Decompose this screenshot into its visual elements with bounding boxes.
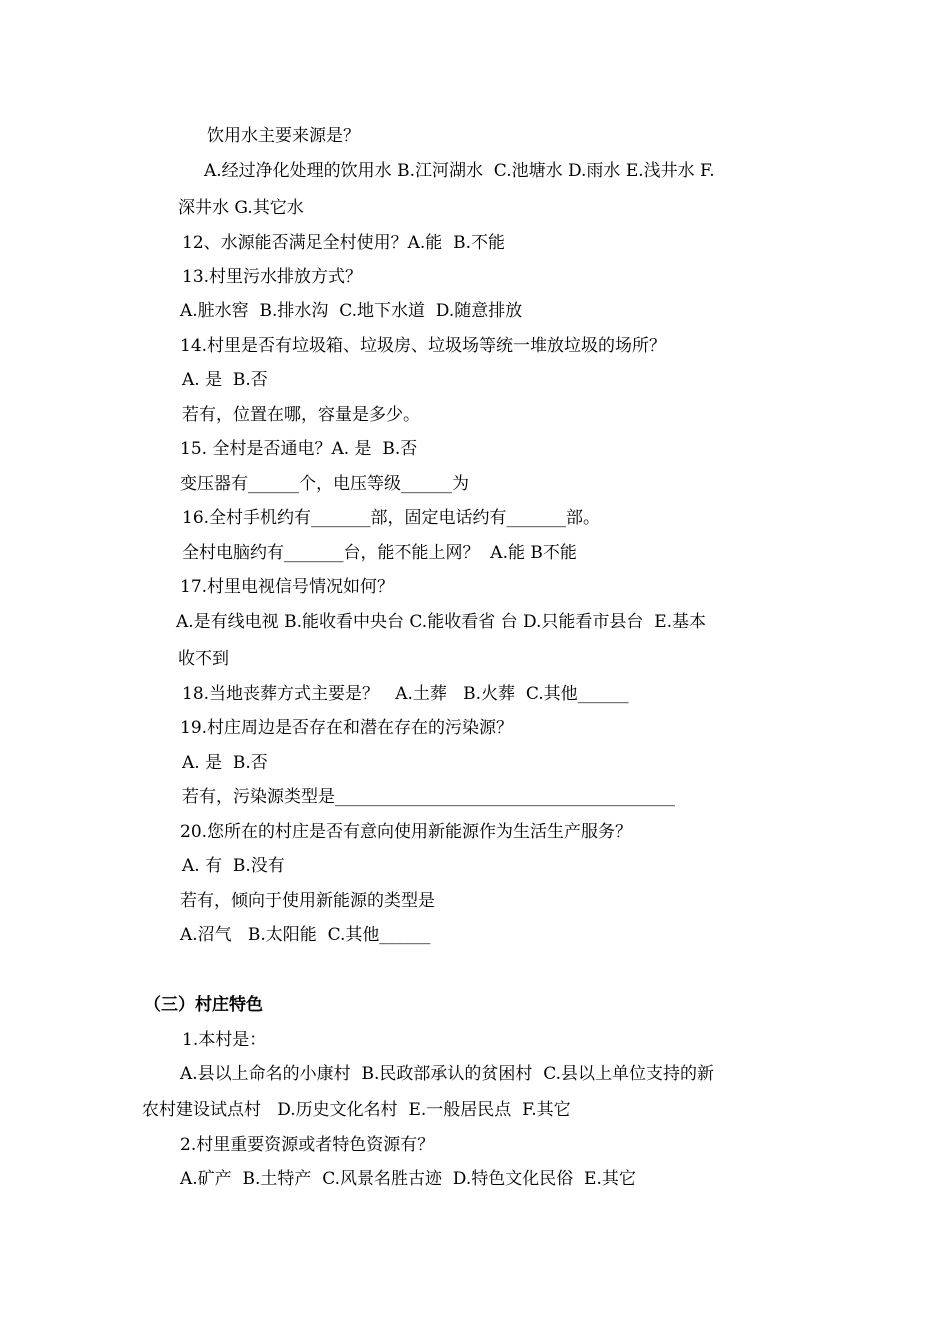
followup-text: 若有，倾向于使用新能源的类型是 [180, 891, 435, 911]
options-text: A. 是 B.否 [182, 753, 268, 773]
question-text: 17.村里电视信号情况如何？ [180, 577, 395, 597]
question-text: 2.村里重要资源或者特色资源有？ [180, 1135, 435, 1155]
options-text: A. 是 B.否 [182, 370, 268, 390]
options-text: 深井水 G.其它水 [178, 198, 304, 218]
fill-in-text: 16.全村手机约有_______部，固定电话约有_______部。 [182, 508, 601, 528]
options-text: A.经过净化处理的饮用水 B.江河湖水 C.池塘水 D.雨水 E.浅井水 F. [204, 161, 715, 181]
followup-text: 若有，位置在哪，容量是多少。 [182, 405, 420, 425]
fill-in-text: 全村电脑约有_______台，能不能上网？ A.能 B不能 [182, 543, 577, 563]
options-text: A.是有线电视 B.能收看中央台 C.能收看省 台 D.只能看市县台 E.基本 [176, 612, 707, 632]
options-text: A. 有 B.没有 [182, 856, 285, 876]
options-text: A.沼气 B.太阳能 C.其他______ [180, 925, 431, 945]
question-text: 12、水源能否满足全村使用？A.能 B.不能 [182, 233, 506, 253]
options-text: 收不到 [178, 649, 229, 669]
options-text: A.县以上命名的小康村 B.民政部承认的贫困村 C.县以上单位支持的新 [180, 1064, 714, 1084]
fill-in-text: 若有，污染源类型是________________________________________ [182, 787, 675, 807]
options-text: A.矿产 B.土特产 C.风景名胜古迹 D.特色文化民俗 E.其它 [180, 1169, 636, 1189]
question-text: 20.您所在的村庄是否有意向使用新能源作为生活生产服务？ [180, 822, 633, 842]
question-text: 18.当地丧葬方式主要是？ A.土葬 B.火葬 C.其他______ [182, 684, 629, 704]
question-text: 饮用水主要来源是？ [207, 126, 360, 146]
fill-in-text: 变压器有______个，电压等级______为 [180, 474, 469, 494]
options-text: A.脏水窖 B.排水沟 C.地下水道 D.随意排放 [180, 301, 523, 321]
question-text: 15. 全村是否通电？A. 是 B.否 [180, 439, 418, 459]
question-text: 1.本村是： [182, 1030, 267, 1050]
question-text: 14.村里是否有垃圾箱、垃圾房、垃圾场等统一堆放垃圾的场所？ [180, 336, 667, 356]
question-text: 13.村里污水排放方式？ [182, 267, 363, 287]
question-text: 19.村庄周边是否存在和潜在存在的污染源？ [180, 718, 514, 738]
section-heading: （三）村庄特色 [144, 995, 263, 1015]
options-text: 农村建设试点村 D.历史文化名村 E.一般居民点 F.其它 [142, 1100, 571, 1120]
